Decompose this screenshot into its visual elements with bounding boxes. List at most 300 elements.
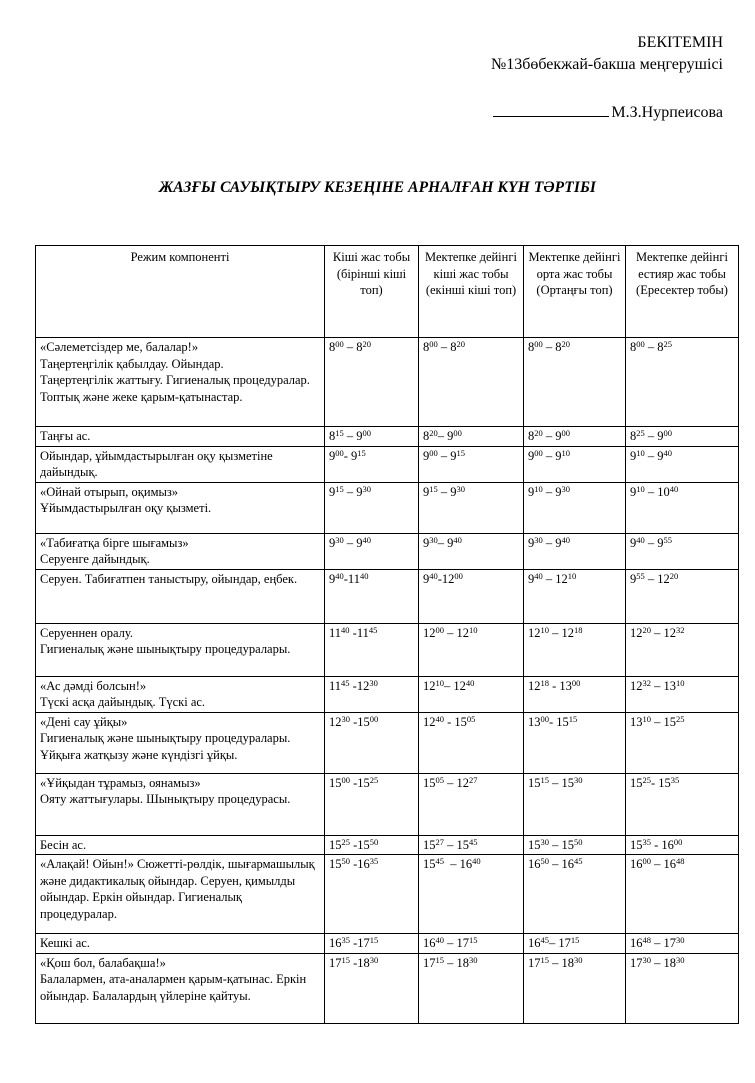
- end-minute: 50: [574, 836, 583, 847]
- time-separator: –: [437, 429, 448, 443]
- start-minute: 15: [335, 483, 344, 494]
- end-minute: 30: [574, 954, 583, 965]
- time-separator: –: [549, 936, 559, 950]
- regime-component-cell: [36, 773, 325, 835]
- time-separator: -: [343, 448, 352, 463]
- time-separator: -: [349, 678, 357, 693]
- start-minute: 45: [540, 935, 549, 945]
- end-hour: 9: [657, 429, 664, 443]
- start-hour: 8: [329, 340, 336, 354]
- start-minute: 35: [642, 836, 651, 847]
- time-cell: [626, 446, 739, 482]
- end-minute: 30: [369, 677, 378, 688]
- time-separator: –: [644, 429, 658, 443]
- start-minute: 15: [335, 428, 344, 438]
- time-separator: –: [542, 484, 556, 499]
- time-separator: –: [444, 837, 457, 852]
- time-cell: [325, 835, 419, 855]
- end-hour: 9: [356, 535, 363, 550]
- start-hour: 8: [630, 429, 637, 443]
- table-row: [36, 623, 739, 676]
- end-hour: 15: [357, 837, 370, 852]
- time-cell: [524, 569, 626, 623]
- header-group-3: Мектепке дейінгі орта жас тобы (Ортаңғы топ): [524, 246, 626, 338]
- time-cell: [626, 623, 739, 676]
- regime-component-cell: [36, 482, 325, 533]
- end-minute: 00: [453, 428, 462, 438]
- end-minute: 45: [469, 836, 478, 847]
- end-minute: 40: [472, 856, 481, 866]
- time-separator: –: [542, 340, 556, 354]
- start-minute: 18: [540, 677, 549, 688]
- start-hour: 15: [528, 775, 541, 790]
- time-separator: -: [350, 955, 358, 970]
- end-minute: 25: [663, 339, 672, 349]
- time-separator: –: [549, 775, 562, 790]
- end-hour: 12: [555, 571, 568, 586]
- start-minute: 15: [429, 483, 438, 494]
- regime-component-cell: [36, 676, 325, 712]
- start-minute: 00: [435, 624, 444, 635]
- time-cell: [325, 482, 419, 533]
- regime-component-line: Түскі асқа дайындық. Түскі ас.: [40, 695, 206, 709]
- time-separator: –: [437, 484, 451, 499]
- time-separator: –: [644, 340, 658, 354]
- start-minute: 40: [435, 713, 444, 724]
- end-hour: 17: [456, 936, 469, 950]
- time-cell: [524, 533, 626, 569]
- start-hour: 9: [423, 571, 430, 586]
- end-hour: 9: [555, 448, 562, 463]
- end-hour: 15: [658, 775, 671, 790]
- signer-name: М.З.Нурпеисова: [611, 104, 723, 121]
- end-hour: 9: [450, 484, 457, 499]
- table-row: [36, 482, 739, 533]
- time-cell: [325, 338, 419, 427]
- start-hour: 12: [630, 678, 643, 693]
- end-minute: 25: [676, 713, 685, 724]
- time-cell: [325, 533, 419, 569]
- time-cell: [419, 569, 524, 623]
- time-separator: -: [350, 714, 358, 729]
- end-hour: 13: [663, 678, 676, 693]
- end-hour: 16: [459, 857, 473, 871]
- end-minute: 15: [456, 447, 465, 458]
- end-hour: 12: [456, 775, 469, 790]
- end-hour: 11: [356, 625, 369, 640]
- time-separator: -: [444, 714, 455, 729]
- start-hour: 12: [423, 714, 436, 729]
- header-group-1: Кіші жас тобы (бірінші кіші топ): [325, 246, 419, 338]
- regime-component-line: Таңертеңгілік жаттығу. Гигиеналық процедуралар.: [40, 373, 310, 387]
- start-minute: 48: [642, 935, 651, 945]
- regime-component-cell: [36, 338, 325, 427]
- time-separator: -: [549, 678, 560, 693]
- regime-component-cell: [36, 835, 325, 855]
- time-cell: [419, 835, 524, 855]
- start-minute: 15: [540, 954, 549, 965]
- start-hour: 9: [630, 535, 637, 550]
- approval-position: №13бөбекжай-бакша меңгерушісі: [490, 56, 723, 73]
- end-hour: 12: [456, 625, 469, 640]
- end-minute: 00: [454, 570, 463, 581]
- end-hour: 15: [357, 714, 370, 729]
- end-minute: 18: [574, 624, 583, 635]
- table-row: [36, 934, 739, 954]
- end-hour: 9: [450, 448, 457, 463]
- end-minute: 40: [561, 534, 570, 545]
- start-hour: 9: [329, 448, 336, 463]
- end-minute: 30: [676, 954, 685, 965]
- end-hour: 9: [356, 429, 363, 443]
- start-minute: 05: [435, 774, 444, 785]
- signature-blank: [493, 100, 609, 117]
- regime-component-line: Балалармен, ата-аналармен қарым-қатынас. Еркін ойындар. Балалардың үйлеріне қайтуы.: [40, 972, 307, 1003]
- end-hour: 17: [663, 936, 676, 950]
- end-hour: 18: [663, 955, 676, 970]
- start-minute: 15: [540, 774, 549, 785]
- time-separator: -: [350, 837, 358, 852]
- end-minute: 32: [676, 624, 685, 635]
- time-cell: [524, 953, 626, 1023]
- table-row: [36, 446, 739, 482]
- regime-component-cell: [36, 533, 325, 569]
- time-cell: [419, 934, 524, 954]
- end-minute: 50: [369, 836, 379, 847]
- end-minute: 40: [669, 483, 679, 494]
- end-hour: 9: [555, 484, 562, 499]
- start-hour: 12: [630, 625, 643, 640]
- regime-component-cell: [36, 446, 325, 482]
- start-minute: 40: [429, 570, 438, 581]
- table-row: [36, 569, 739, 623]
- time-cell: [325, 623, 419, 676]
- time-cell: [524, 446, 626, 482]
- regime-component-cell: [36, 623, 325, 676]
- end-minute: 15: [369, 935, 379, 945]
- time-separator: –: [644, 448, 658, 463]
- time-separator: -: [350, 936, 358, 950]
- start-minute: 45: [435, 856, 444, 866]
- end-minute: 00: [561, 428, 570, 438]
- start-minute: 50: [540, 856, 549, 866]
- start-hour: 15: [329, 837, 342, 852]
- start-minute: 00: [534, 339, 543, 349]
- regime-component-cell: [36, 855, 325, 934]
- start-minute: 00: [429, 447, 438, 458]
- start-minute: 25: [642, 774, 651, 785]
- table-row: [36, 533, 739, 569]
- start-hour: 9: [528, 448, 535, 463]
- time-cell: [419, 712, 524, 773]
- end-hour: 15: [561, 837, 574, 852]
- start-hour: 8: [528, 429, 535, 443]
- time-separator: –: [549, 955, 562, 970]
- end-hour: 15: [556, 714, 569, 729]
- start-hour: 15: [630, 837, 643, 852]
- regime-component-line: «Сәлеметсіздер ме, балалар!»: [40, 340, 199, 354]
- end-minute: 05: [466, 713, 476, 724]
- end-hour: 9: [555, 429, 562, 443]
- start-minute: 32: [642, 677, 651, 688]
- start-minute: 10: [540, 624, 549, 635]
- time-cell: [419, 953, 524, 1023]
- regime-component-line: «Қош бол, балабақша!»: [40, 955, 166, 970]
- start-minute: 00: [636, 339, 645, 349]
- time-cell: [325, 569, 419, 623]
- start-hour: 12: [423, 678, 436, 693]
- start-minute: 10: [435, 677, 444, 688]
- time-cell: [325, 855, 419, 934]
- start-hour: 8: [423, 429, 430, 443]
- end-minute: 30: [574, 774, 583, 785]
- end-minute: 15: [357, 447, 366, 458]
- start-hour: 15: [423, 837, 436, 852]
- end-hour: 15: [357, 775, 370, 790]
- start-hour: 9: [528, 484, 535, 499]
- end-hour: 12: [441, 571, 455, 586]
- end-minute: 30: [676, 935, 685, 945]
- end-hour: 16: [561, 857, 574, 871]
- end-hour: 9: [657, 535, 664, 550]
- start-hour: 13: [528, 714, 541, 729]
- time-separator: –: [651, 625, 664, 640]
- start-hour: 17: [630, 955, 643, 970]
- time-separator: –: [444, 678, 454, 693]
- start-hour: 9: [423, 535, 430, 550]
- end-minute: 00: [571, 677, 581, 688]
- end-minute: 15: [568, 713, 578, 724]
- start-hour: 11: [329, 678, 342, 693]
- time-cell: [626, 676, 739, 712]
- end-minute: 30: [362, 483, 371, 494]
- end-minute: 35: [670, 774, 680, 785]
- time-separator: –: [542, 535, 556, 550]
- regime-component-line: Топтық және жеке қарым-қатынастар.: [40, 389, 243, 404]
- start-hour: 9: [329, 571, 336, 586]
- time-cell: [524, 855, 626, 934]
- schedule-table: [35, 245, 739, 1024]
- time-cell: [325, 953, 419, 1023]
- time-cell: [524, 773, 626, 835]
- time-cell: [626, 934, 739, 954]
- start-hour: 15: [528, 837, 541, 852]
- end-minute: 10: [567, 570, 577, 581]
- time-cell: [419, 773, 524, 835]
- end-minute: 20: [456, 339, 465, 349]
- end-hour: 15: [454, 714, 467, 729]
- time-cell: [325, 427, 419, 447]
- time-cell: [419, 482, 524, 533]
- end-hour: 12: [453, 678, 466, 693]
- end-hour: 9: [555, 535, 562, 550]
- end-hour: 9: [351, 448, 358, 463]
- end-minute: 45: [368, 624, 378, 635]
- regime-component-line: Гигиеналық және шынықтыру процедуралары. Ұйқыға жатқызу және күндізгі ұйқы.: [40, 731, 291, 762]
- regime-component-line: Бесін ас.: [40, 837, 87, 852]
- start-hour: 8: [329, 429, 336, 443]
- regime-component-cell: [36, 934, 325, 954]
- start-minute: 15: [341, 954, 350, 965]
- start-hour: 16: [423, 936, 436, 950]
- time-cell: [524, 623, 626, 676]
- start-minute: 27: [435, 836, 444, 847]
- time-separator: –: [444, 955, 457, 970]
- start-minute: 30: [642, 954, 651, 965]
- header-group-4: Мектепке дейінгі естияр жас тобы (Ересектер тобы): [626, 246, 739, 338]
- start-hour: 11: [329, 625, 342, 640]
- time-separator: –: [437, 448, 451, 463]
- end-hour: 8: [555, 340, 562, 354]
- table-row: [36, 712, 739, 773]
- regime-component-line: Ояту жаттығулары. Шынықтыру процедурасы.: [40, 792, 291, 806]
- time-separator: -: [350, 857, 358, 871]
- regime-component-line: Ойындар, ұйымдастырылған оқу қызметіне дайындық.: [40, 448, 273, 479]
- regime-component-line: Ұйымдастырылған оқу қызметі.: [40, 501, 212, 515]
- time-cell: [325, 446, 419, 482]
- time-cell: [325, 934, 419, 954]
- time-separator: –: [651, 714, 664, 729]
- start-hour: 9: [329, 484, 336, 499]
- header-component: Режим компоненті: [36, 246, 325, 338]
- time-cell: [419, 427, 524, 447]
- end-minute: 30: [369, 954, 379, 965]
- time-cell: [626, 855, 739, 934]
- end-hour: 18: [357, 955, 370, 970]
- start-hour: 9: [329, 535, 336, 550]
- time-separator: -: [549, 714, 557, 729]
- table-row: [36, 427, 739, 447]
- time-cell: [626, 482, 739, 533]
- table-row: [36, 338, 739, 427]
- time-cell: [419, 338, 524, 427]
- time-separator: –: [651, 678, 664, 693]
- start-minute: 30: [335, 534, 344, 545]
- start-hour: 17: [423, 955, 436, 970]
- end-hour: 9: [447, 429, 454, 443]
- end-hour: 15: [456, 837, 469, 852]
- end-hour: 11: [347, 571, 360, 586]
- end-minute: 25: [369, 774, 379, 785]
- time-cell: [524, 835, 626, 855]
- time-cell: [524, 676, 626, 712]
- start-hour: 16: [528, 936, 541, 950]
- start-hour: 17: [329, 955, 342, 970]
- end-minute: 20: [362, 339, 371, 349]
- end-hour: 12: [657, 571, 670, 586]
- time-separator: –: [542, 448, 556, 463]
- start-minute: 50: [341, 856, 350, 866]
- time-separator: –: [644, 571, 658, 586]
- start-hour: 16: [329, 936, 342, 950]
- start-minute: 25: [636, 428, 645, 438]
- end-minute: 55: [663, 534, 672, 545]
- time-separator: -: [651, 775, 659, 790]
- end-minute: 40: [453, 534, 462, 545]
- time-cell: [325, 676, 419, 712]
- start-minute: 40: [534, 570, 543, 581]
- time-cell: [524, 427, 626, 447]
- start-minute: 10: [636, 483, 645, 494]
- end-hour: 9: [657, 448, 664, 463]
- header-row: [36, 246, 739, 338]
- table-row: [36, 676, 739, 712]
- time-separator: –: [549, 837, 562, 852]
- header-group-2: Мектепке дейінгі кіші жас тобы (екінші кіші топ): [419, 246, 524, 338]
- time-cell: [626, 712, 739, 773]
- start-minute: 40: [435, 935, 444, 945]
- time-cell: [626, 835, 739, 855]
- time-separator: –: [644, 484, 658, 499]
- start-hour: 9: [630, 448, 637, 463]
- time-cell: [325, 712, 419, 773]
- start-minute: 20: [642, 624, 651, 635]
- end-hour: 15: [561, 775, 574, 790]
- start-minute: 40: [636, 534, 645, 545]
- regime-component-line: Серуеннен оралу.: [40, 625, 134, 640]
- approval-block: [491, 32, 723, 124]
- time-cell: [626, 533, 739, 569]
- end-hour: 18: [456, 955, 469, 970]
- time-cell: [419, 533, 524, 569]
- start-hour: 9: [528, 535, 535, 550]
- end-minute: 00: [369, 713, 379, 724]
- start-hour: 12: [423, 625, 436, 640]
- regime-component-line: Таңғы ас.: [40, 429, 91, 443]
- regime-component-line: Серуен. Табиғатпен таныстыру, ойындар, еңбек.: [40, 571, 298, 586]
- start-minute: 40: [341, 624, 350, 635]
- approval-heading: БЕКІТЕМІН: [637, 34, 723, 51]
- end-minute: 48: [676, 856, 685, 866]
- time-separator: –: [343, 535, 357, 550]
- start-hour: 9: [630, 484, 637, 499]
- end-hour: 8: [657, 340, 664, 354]
- start-minute: 15: [435, 954, 444, 965]
- start-hour: 17: [528, 955, 541, 970]
- start-minute: 00: [335, 447, 344, 458]
- regime-component-cell: [36, 569, 325, 623]
- time-separator: –: [437, 535, 448, 550]
- time-separator: -: [350, 775, 358, 790]
- time-separator: –: [549, 625, 562, 640]
- start-hour: 8: [630, 340, 637, 354]
- end-hour: 16: [357, 857, 370, 871]
- time-cell: [419, 676, 524, 712]
- start-minute: 00: [642, 856, 651, 866]
- time-separator: –: [542, 571, 556, 586]
- end-minute: 30: [456, 483, 465, 494]
- end-hour: 15: [663, 714, 676, 729]
- time-cell: [524, 712, 626, 773]
- regime-component-cell: [36, 953, 325, 1023]
- start-hour: 15: [329, 775, 342, 790]
- time-separator: –: [444, 857, 460, 871]
- start-minute: 45: [341, 677, 350, 688]
- start-minute: 00: [335, 339, 344, 349]
- end-hour: 9: [356, 484, 363, 499]
- start-hour: 16: [630, 936, 643, 950]
- end-hour: 8: [450, 340, 457, 354]
- start-hour: 16: [528, 857, 541, 871]
- time-cell: [626, 338, 739, 427]
- start-hour: 8: [423, 340, 430, 354]
- start-minute: 10: [534, 483, 543, 494]
- time-separator: -: [343, 571, 348, 586]
- end-hour: 17: [357, 936, 370, 950]
- time-cell: [524, 338, 626, 427]
- end-minute: 20: [669, 570, 679, 581]
- end-hour: 12: [663, 625, 676, 640]
